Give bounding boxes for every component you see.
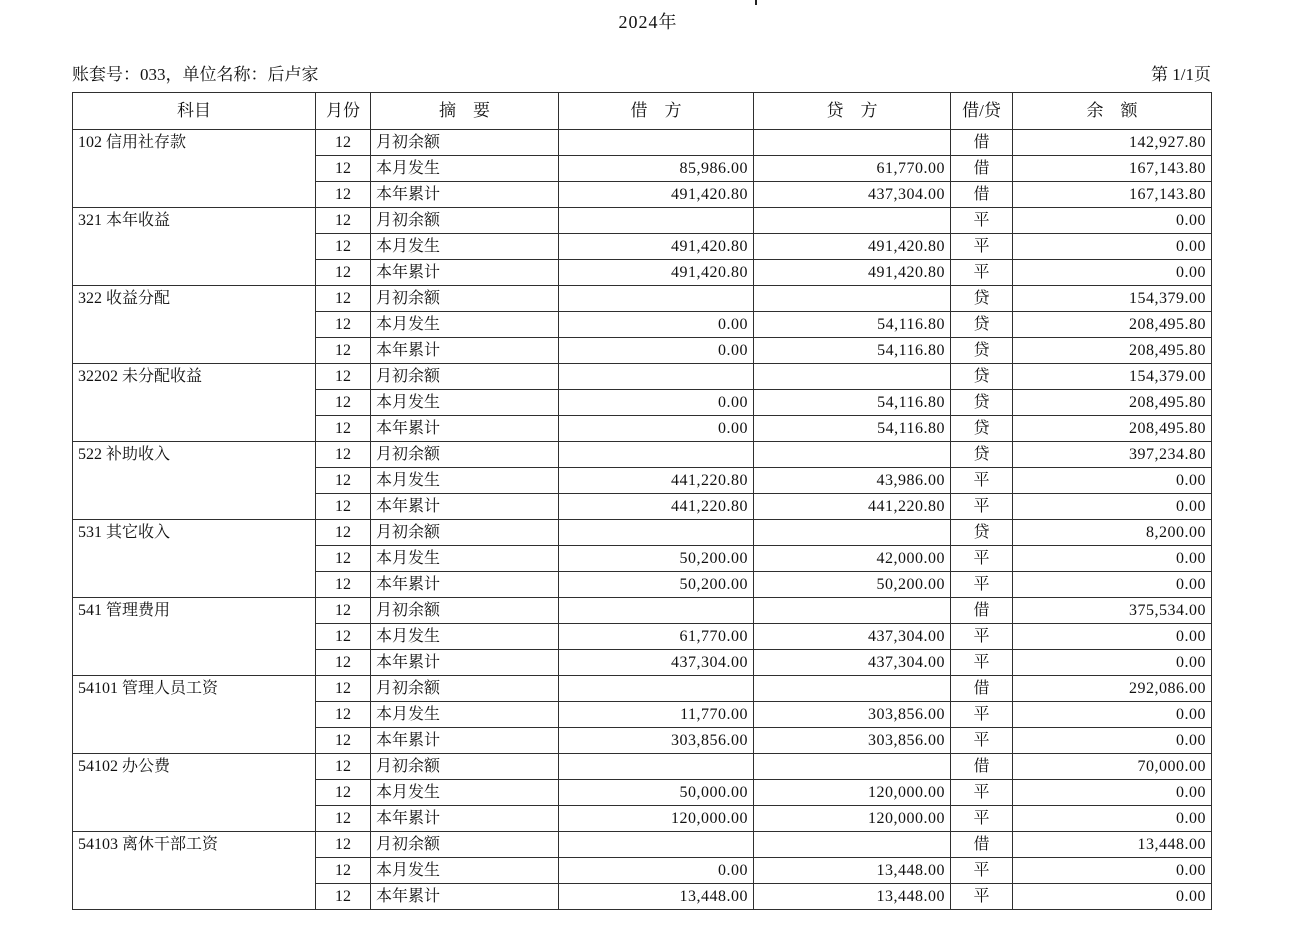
credit-cell: 437,304.00 <box>754 182 951 208</box>
dc-cell: 平 <box>951 468 1013 494</box>
balance-cell: 0.00 <box>1013 572 1212 598</box>
subject-cell: 321 本年收益 <box>73 208 316 286</box>
summary-cell: 本年累计 <box>371 572 559 598</box>
balance-cell: 0.00 <box>1013 260 1212 286</box>
subject-cell: 54101 管理人员工资 <box>73 676 316 754</box>
dc-cell: 平 <box>951 780 1013 806</box>
credit-cell: 54,116.80 <box>754 338 951 364</box>
table-row <box>73 832 1212 858</box>
debit-cell <box>559 130 754 156</box>
credit-cell: 303,856.00 <box>754 728 951 754</box>
debit-cell: 491,420.80 <box>559 234 754 260</box>
dc-cell: 平 <box>951 546 1013 572</box>
debit-cell: 437,304.00 <box>559 650 754 676</box>
summary-cell: 本年累计 <box>371 182 559 208</box>
dc-cell: 贷 <box>951 338 1013 364</box>
credit-cell <box>754 520 951 546</box>
credit-cell: 120,000.00 <box>754 806 951 832</box>
page-number-label: 第 1/1页 <box>1151 65 1211 84</box>
dc-cell: 平 <box>951 702 1013 728</box>
summary-cell: 月初余额 <box>371 130 559 156</box>
dc-cell: 平 <box>951 624 1013 650</box>
dc-cell: 平 <box>951 650 1013 676</box>
month-cell: 12 <box>316 624 371 650</box>
month-cell: 12 <box>316 130 371 156</box>
debit-cell: 441,220.80 <box>559 494 754 520</box>
month-cell: 12 <box>316 754 371 780</box>
credit-cell: 491,420.80 <box>754 260 951 286</box>
debit-cell: 0.00 <box>559 416 754 442</box>
debit-cell <box>559 598 754 624</box>
credit-cell <box>754 598 951 624</box>
subject-cell: 32202 未分配收益 <box>73 364 316 442</box>
table-row <box>73 364 1212 390</box>
credit-cell: 120,000.00 <box>754 780 951 806</box>
page-title: 2024年 <box>618 12 678 32</box>
debit-cell: 85,986.00 <box>559 156 754 182</box>
header-summary: 摘 要 <box>371 93 559 130</box>
balance-cell: 0.00 <box>1013 494 1212 520</box>
header-debit: 借 方 <box>559 93 754 130</box>
dc-cell: 借 <box>951 598 1013 624</box>
credit-cell <box>754 442 951 468</box>
summary-cell: 本月发生 <box>371 624 559 650</box>
debit-cell: 491,420.80 <box>559 182 754 208</box>
debit-cell: 61,770.00 <box>559 624 754 650</box>
summary-cell: 月初余额 <box>371 754 559 780</box>
summary-cell: 月初余额 <box>371 520 559 546</box>
balance-cell: 0.00 <box>1013 624 1212 650</box>
balance-cell: 0.00 <box>1013 728 1212 754</box>
credit-cell <box>754 754 951 780</box>
dc-cell: 平 <box>951 260 1013 286</box>
dc-cell: 平 <box>951 234 1013 260</box>
meta-row <box>72 60 1211 85</box>
balance-cell: 0.00 <box>1013 780 1212 806</box>
balance-cell: 70,000.00 <box>1013 754 1212 780</box>
debit-cell <box>559 520 754 546</box>
debit-cell: 0.00 <box>559 390 754 416</box>
month-cell: 12 <box>316 806 371 832</box>
dc-cell: 贷 <box>951 286 1013 312</box>
credit-cell: 13,448.00 <box>754 884 951 910</box>
subject-cell: 522 补助收入 <box>73 442 316 520</box>
dc-cell: 贷 <box>951 390 1013 416</box>
debit-cell <box>559 754 754 780</box>
dc-cell: 借 <box>951 676 1013 702</box>
month-cell: 12 <box>316 650 371 676</box>
month-cell: 12 <box>316 858 371 884</box>
header-balance: 余 额 <box>1013 93 1212 130</box>
balance-cell: 0.00 <box>1013 650 1212 676</box>
balance-cell: 375,534.00 <box>1013 598 1212 624</box>
month-cell: 12 <box>316 442 371 468</box>
dc-cell: 平 <box>951 572 1013 598</box>
balance-cell: 167,143.80 <box>1013 182 1212 208</box>
summary-cell: 本年累计 <box>371 260 559 286</box>
debit-cell: 0.00 <box>559 312 754 338</box>
balance-cell: 0.00 <box>1013 884 1212 910</box>
month-cell: 12 <box>316 598 371 624</box>
balance-cell: 13,448.00 <box>1013 832 1212 858</box>
dc-cell: 平 <box>951 728 1013 754</box>
balance-cell: 208,495.80 <box>1013 416 1212 442</box>
summary-cell: 本月发生 <box>371 312 559 338</box>
dc-cell: 贷 <box>951 312 1013 338</box>
header-month: 月份 <box>316 93 371 130</box>
credit-cell <box>754 364 951 390</box>
debit-cell: 441,220.80 <box>559 468 754 494</box>
header-dc: 借/贷 <box>951 93 1013 130</box>
summary-cell: 本月发生 <box>371 156 559 182</box>
month-cell: 12 <box>316 312 371 338</box>
table-row <box>73 676 1212 702</box>
credit-cell: 303,856.00 <box>754 702 951 728</box>
table-row <box>73 598 1212 624</box>
subject-cell: 541 管理费用 <box>73 598 316 676</box>
month-cell: 12 <box>316 390 371 416</box>
dc-cell: 贷 <box>951 364 1013 390</box>
month-cell: 12 <box>316 494 371 520</box>
summary-cell: 月初余额 <box>371 598 559 624</box>
summary-cell: 本月发生 <box>371 390 559 416</box>
summary-cell: 月初余额 <box>371 364 559 390</box>
summary-cell: 月初余额 <box>371 676 559 702</box>
balance-cell: 0.00 <box>1013 208 1212 234</box>
summary-cell: 本月发生 <box>371 858 559 884</box>
balance-cell: 0.00 <box>1013 546 1212 572</box>
month-cell: 12 <box>316 468 371 494</box>
balance-cell: 0.00 <box>1013 234 1212 260</box>
month-cell: 12 <box>316 832 371 858</box>
dc-cell: 贷 <box>951 416 1013 442</box>
summary-cell: 本月发生 <box>371 468 559 494</box>
credit-cell: 437,304.00 <box>754 624 951 650</box>
debit-cell <box>559 676 754 702</box>
month-cell: 12 <box>316 546 371 572</box>
month-cell: 12 <box>316 156 371 182</box>
summary-cell: 本月发生 <box>371 234 559 260</box>
credit-cell: 61,770.00 <box>754 156 951 182</box>
table-row <box>73 520 1212 546</box>
credit-cell: 491,420.80 <box>754 234 951 260</box>
month-cell: 12 <box>316 884 371 910</box>
dc-cell: 借 <box>951 156 1013 182</box>
table-row <box>73 208 1212 234</box>
summary-cell: 本年累计 <box>371 806 559 832</box>
credit-cell: 43,986.00 <box>754 468 951 494</box>
month-cell: 12 <box>316 182 371 208</box>
month-cell: 12 <box>316 260 371 286</box>
debit-cell: 0.00 <box>559 858 754 884</box>
ledger-table-header <box>73 93 1212 130</box>
dc-cell: 贷 <box>951 520 1013 546</box>
credit-cell: 42,000.00 <box>754 546 951 572</box>
balance-cell: 0.00 <box>1013 858 1212 884</box>
month-cell: 12 <box>316 234 371 260</box>
debit-cell: 13,448.00 <box>559 884 754 910</box>
credit-cell: 54,116.80 <box>754 416 951 442</box>
dc-cell: 借 <box>951 754 1013 780</box>
debit-cell <box>559 364 754 390</box>
credit-cell: 13,448.00 <box>754 858 951 884</box>
summary-cell: 本月发生 <box>371 546 559 572</box>
dc-cell: 借 <box>951 130 1013 156</box>
credit-cell <box>754 676 951 702</box>
header-credit: 贷 方 <box>754 93 951 130</box>
subject-cell: 322 收益分配 <box>73 286 316 364</box>
credit-cell: 437,304.00 <box>754 650 951 676</box>
debit-cell: 491,420.80 <box>559 260 754 286</box>
subject-cell: 531 其它收入 <box>73 520 316 598</box>
balance-cell: 0.00 <box>1013 702 1212 728</box>
summary-cell: 本年累计 <box>371 884 559 910</box>
month-cell: 12 <box>316 338 371 364</box>
debit-cell <box>559 208 754 234</box>
table-row <box>73 286 1212 312</box>
summary-cell: 月初余额 <box>371 442 559 468</box>
debit-cell <box>559 286 754 312</box>
balance-cell: 154,379.00 <box>1013 364 1212 390</box>
header-row <box>73 93 1212 130</box>
balance-cell: 167,143.80 <box>1013 156 1212 182</box>
summary-cell: 月初余额 <box>371 832 559 858</box>
balance-cell: 397,234.80 <box>1013 442 1212 468</box>
month-cell: 12 <box>316 520 371 546</box>
subject-cell: 102 信用社存款 <box>73 130 316 208</box>
balance-cell: 208,495.80 <box>1013 312 1212 338</box>
debit-cell: 50,000.00 <box>559 780 754 806</box>
balance-cell: 8,200.00 <box>1013 520 1212 546</box>
balance-cell: 154,379.00 <box>1013 286 1212 312</box>
month-cell: 12 <box>316 416 371 442</box>
summary-cell: 本月发生 <box>371 702 559 728</box>
month-cell: 12 <box>316 286 371 312</box>
dc-cell: 平 <box>951 858 1013 884</box>
debit-cell <box>559 832 754 858</box>
credit-cell: 54,116.80 <box>754 312 951 338</box>
dc-cell: 平 <box>951 884 1013 910</box>
debit-cell: 120,000.00 <box>559 806 754 832</box>
debit-cell: 50,200.00 <box>559 546 754 572</box>
account-info-label: 账套号：033，单位名称：后卢家 <box>72 65 319 84</box>
header-subject: 科目 <box>73 93 316 130</box>
dc-cell: 平 <box>951 208 1013 234</box>
month-cell: 12 <box>316 728 371 754</box>
month-cell: 12 <box>316 676 371 702</box>
credit-cell <box>754 208 951 234</box>
month-cell: 12 <box>316 364 371 390</box>
balance-cell: 142,927.80 <box>1013 130 1212 156</box>
table-row <box>73 442 1212 468</box>
credit-cell: 441,220.80 <box>754 494 951 520</box>
table-row <box>73 754 1212 780</box>
month-cell: 12 <box>316 702 371 728</box>
debit-cell <box>559 442 754 468</box>
cutoff-text-mark <box>755 0 757 5</box>
debit-cell: 303,856.00 <box>559 728 754 754</box>
balance-cell: 208,495.80 <box>1013 338 1212 364</box>
dc-cell: 平 <box>951 806 1013 832</box>
summary-cell: 本年累计 <box>371 728 559 754</box>
ledger-table <box>72 92 1212 910</box>
balance-cell: 208,495.80 <box>1013 390 1212 416</box>
summary-cell: 月初余额 <box>371 286 559 312</box>
ledger-table-body <box>73 130 1212 910</box>
debit-cell: 0.00 <box>559 338 754 364</box>
credit-cell: 50,200.00 <box>754 572 951 598</box>
credit-cell: 54,116.80 <box>754 390 951 416</box>
month-cell: 12 <box>316 780 371 806</box>
summary-cell: 本年累计 <box>371 416 559 442</box>
table-row <box>73 130 1212 156</box>
credit-cell <box>754 832 951 858</box>
month-cell: 12 <box>316 208 371 234</box>
credit-cell <box>754 286 951 312</box>
debit-cell: 11,770.00 <box>559 702 754 728</box>
subject-cell: 54103 离休干部工资 <box>73 832 316 910</box>
summary-cell: 本年累计 <box>371 494 559 520</box>
subject-cell: 54102 办公费 <box>73 754 316 832</box>
summary-cell: 本年累计 <box>371 338 559 364</box>
dc-cell: 借 <box>951 832 1013 858</box>
credit-cell <box>754 130 951 156</box>
summary-cell: 本月发生 <box>371 780 559 806</box>
month-cell: 12 <box>316 572 371 598</box>
summary-cell: 月初余额 <box>371 208 559 234</box>
debit-cell: 50,200.00 <box>559 572 754 598</box>
dc-cell: 贷 <box>951 442 1013 468</box>
dc-cell: 平 <box>951 494 1013 520</box>
balance-cell: 0.00 <box>1013 468 1212 494</box>
summary-cell: 本年累计 <box>371 650 559 676</box>
dc-cell: 借 <box>951 182 1013 208</box>
balance-cell: 0.00 <box>1013 806 1212 832</box>
balance-cell: 292,086.00 <box>1013 676 1212 702</box>
